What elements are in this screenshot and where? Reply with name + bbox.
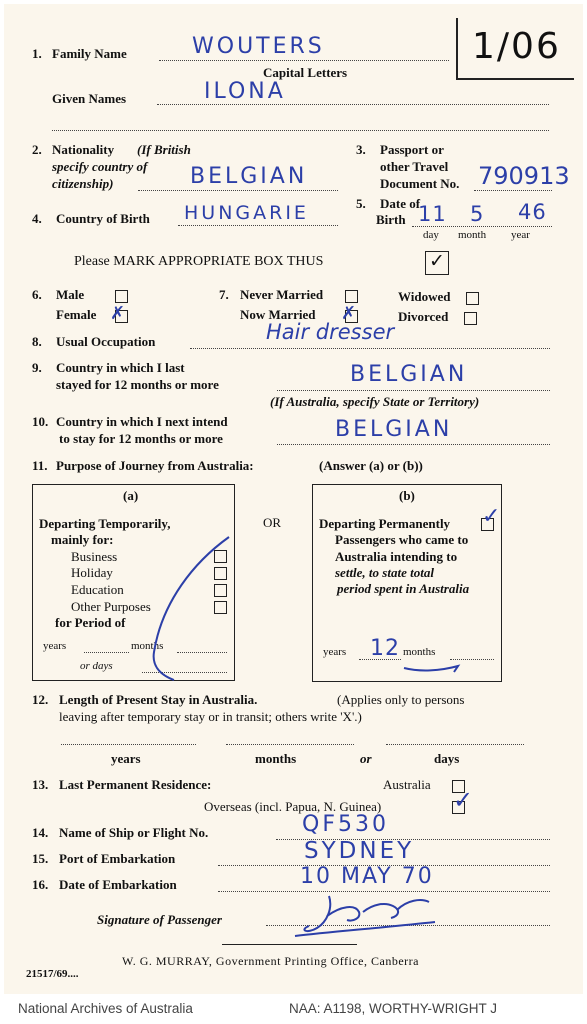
option-b-months: months	[403, 646, 436, 658]
dob-year-caption: year	[511, 229, 530, 241]
printer-credit: W. G. MURRAY, Government Printing Office, Canberra	[122, 954, 419, 968]
female-check-mark: ✗	[110, 303, 126, 324]
q2-num: 2.	[32, 142, 42, 157]
q11-label: Purpose of Journey from Australia:	[56, 458, 254, 473]
option-a-holiday: Holiday	[71, 565, 113, 580]
dob-month: 5	[470, 202, 485, 226]
country-of-birth-line	[178, 225, 338, 226]
country-of-birth-label: Country of Birth	[56, 211, 150, 226]
q12-months-line	[226, 744, 354, 745]
family-name-value: WOUTERS	[192, 34, 325, 59]
instruction-text: Please MARK APPROPRIATE BOX THUS	[74, 254, 324, 269]
port-value: SYDNEY	[304, 838, 415, 864]
divorced-checkbox[interactable]	[464, 312, 477, 325]
embarkation-date-label: Date of Embarkation	[59, 877, 177, 892]
archive-name: National Archives of Australia	[18, 1001, 193, 1016]
family-name-label: Family Name	[52, 46, 127, 61]
q14-num: 14.	[32, 825, 49, 840]
option-b-line-4: settle, to state total	[335, 565, 434, 580]
divorced-label: Divorced	[398, 309, 449, 324]
dob-line-2: Birth	[376, 212, 406, 227]
option-a-business: Business	[71, 549, 118, 564]
q10-num: 10.	[32, 414, 49, 429]
q16-num: 16.	[32, 877, 49, 892]
port-label: Port of Embarkation	[59, 851, 176, 866]
ship-flight-value: QF530	[302, 812, 389, 837]
q15-num: 15.	[32, 851, 49, 866]
q6-num: 6.	[32, 287, 42, 302]
option-b-years-value: 12	[370, 636, 400, 661]
option-a-line-1: Departing Temporarily,	[39, 516, 171, 531]
occupation-line	[190, 348, 550, 349]
departing-permanently-check-mark: ✓	[482, 504, 501, 529]
dob-line-1: Date of	[380, 196, 421, 211]
archive-footer	[0, 994, 587, 1024]
option-a-or-days: or days	[80, 660, 113, 672]
option-b-line-2: Passengers who came to	[335, 532, 469, 547]
given-names-value: ILONA	[204, 79, 286, 104]
form-code: 21517/69....	[26, 968, 79, 980]
q1-num: 1.	[32, 46, 42, 61]
q10-line	[277, 444, 550, 445]
q12-num: 12.	[32, 692, 49, 707]
dob-month-caption: month	[458, 229, 487, 241]
australia-label: Australia	[383, 777, 431, 792]
q12-years-line	[61, 744, 196, 745]
now-married-label: Now Married	[240, 307, 316, 322]
q12-note-1: (Applies only to persons	[337, 692, 465, 707]
option-a-line-2: mainly for:	[51, 532, 114, 547]
ref-underline	[456, 78, 574, 80]
q3-num: 3.	[356, 142, 366, 157]
option-b-head: (b)	[399, 488, 415, 503]
occupation-label: Usual Occupation	[56, 334, 156, 349]
now-married-check-mark: ✗	[341, 303, 357, 324]
q9-line-2: stayed for 12 months or more	[56, 377, 219, 392]
nationality-note-1: (If British	[137, 142, 191, 157]
passport-line-2: other Travel	[380, 159, 449, 174]
option-b-line-3: Australia intending to	[335, 549, 458, 564]
option-b-line-5: period spent in Australia	[337, 581, 470, 596]
q11-answer: (Answer (a) or (b))	[319, 458, 423, 473]
q9-value: BELGIAN	[350, 362, 468, 387]
given-names-label: Given Names	[52, 91, 127, 106]
q10-value: BELGIAN	[335, 417, 453, 442]
q10-line-1: Country in which I next intend	[56, 414, 228, 429]
q12-note-2: leaving after temporary stay or in transit; others write 'X'.)	[59, 709, 362, 724]
option-a-months: months	[131, 640, 164, 652]
widowed-checkbox[interactable]	[466, 292, 479, 305]
q10-line-2: to stay for 12 months or more	[59, 431, 223, 446]
occupation-value: Hair dresser	[266, 320, 395, 344]
q12-months: months	[255, 751, 297, 766]
nationality-value: BELGIAN	[190, 164, 308, 189]
overseas-check-mark: ✓	[453, 786, 474, 814]
q8-num: 8.	[32, 334, 42, 349]
male-checkbox[interactable]	[115, 290, 128, 303]
dob-day: 11	[418, 202, 447, 226]
archive-reference: NAA: A1198, WORTHY-WRIGHT J	[289, 1001, 498, 1016]
nationality-note-2: specify country of	[52, 159, 148, 174]
female-label: Female	[56, 307, 97, 322]
signature-label: Signature of Passenger	[97, 912, 222, 927]
given-names-line	[157, 104, 549, 105]
option-a-education: Education	[71, 582, 124, 597]
q12-years: years	[111, 751, 141, 766]
embarkation-date-value: 10 MAY 70	[300, 864, 434, 889]
ship-flight-label: Name of Ship or Flight No.	[59, 825, 209, 840]
sample-check-mark: ✓	[429, 250, 445, 272]
q5-num: 5.	[356, 196, 366, 211]
family-name-line	[159, 60, 449, 61]
option-b-line-1: Departing Permanently	[319, 516, 451, 531]
nationality-note-3: citizenship)	[52, 176, 114, 191]
q13-num: 13.	[32, 777, 49, 792]
q9-line	[277, 390, 550, 391]
q9-note: (If Australia, specify State or Territory)	[270, 394, 480, 409]
q12-days: days	[434, 751, 460, 766]
dob-year: 46	[518, 200, 547, 224]
passport-line	[474, 190, 552, 191]
q9-line-1: Country in which I last	[56, 360, 185, 375]
option-a-strike-stroke	[134, 532, 234, 682]
ref-frame	[456, 18, 458, 78]
option-b-years: years	[323, 646, 347, 658]
q9-num: 9.	[32, 360, 42, 375]
option-a-other: Other Purposes	[71, 599, 151, 614]
q12-or: or	[360, 751, 372, 766]
q11-num: 11.	[32, 458, 48, 473]
q7-num: 7.	[219, 287, 229, 302]
never-married-checkbox[interactable]	[345, 290, 358, 303]
nationality-line	[138, 190, 338, 191]
option-b-dash-stroke	[400, 658, 464, 678]
passport-value: 790913	[478, 162, 570, 190]
q13-label: Last Permanent Residence:	[59, 777, 212, 792]
overseas-label: Overseas (incl. Papua, N. Guinea)	[204, 799, 382, 814]
printer-rule	[222, 944, 357, 945]
male-label: Male	[56, 287, 85, 302]
dob-day-caption: day	[423, 229, 439, 241]
option-a-period: for Period of	[55, 615, 126, 630]
option-a-years: years	[43, 640, 67, 652]
dob-line	[412, 226, 552, 227]
capital-letters-note: Capital Letters	[263, 65, 348, 80]
widowed-label: Widowed	[398, 289, 451, 304]
q4-num: 4.	[32, 211, 42, 226]
country-of-birth-value: HUNGARIE	[184, 202, 309, 224]
nationality-label: Nationality	[52, 142, 115, 157]
passport-line-3: Document No.	[380, 176, 460, 191]
passport-line-1: Passport or	[380, 142, 444, 157]
option-a-years-line	[84, 652, 129, 653]
option-or: OR	[263, 515, 282, 530]
option-a-head: (a)	[123, 488, 139, 503]
q12-days-line	[386, 744, 524, 745]
passenger-card	[4, 4, 583, 994]
option-b-years-line	[359, 659, 401, 660]
ref-number: 1/06	[472, 26, 561, 67]
q12-label: Length of Present Stay in Australia.	[59, 692, 258, 707]
signature-mark	[289, 892, 439, 942]
given-names-line-2	[52, 130, 549, 131]
never-married-label: Never Married	[240, 287, 324, 302]
